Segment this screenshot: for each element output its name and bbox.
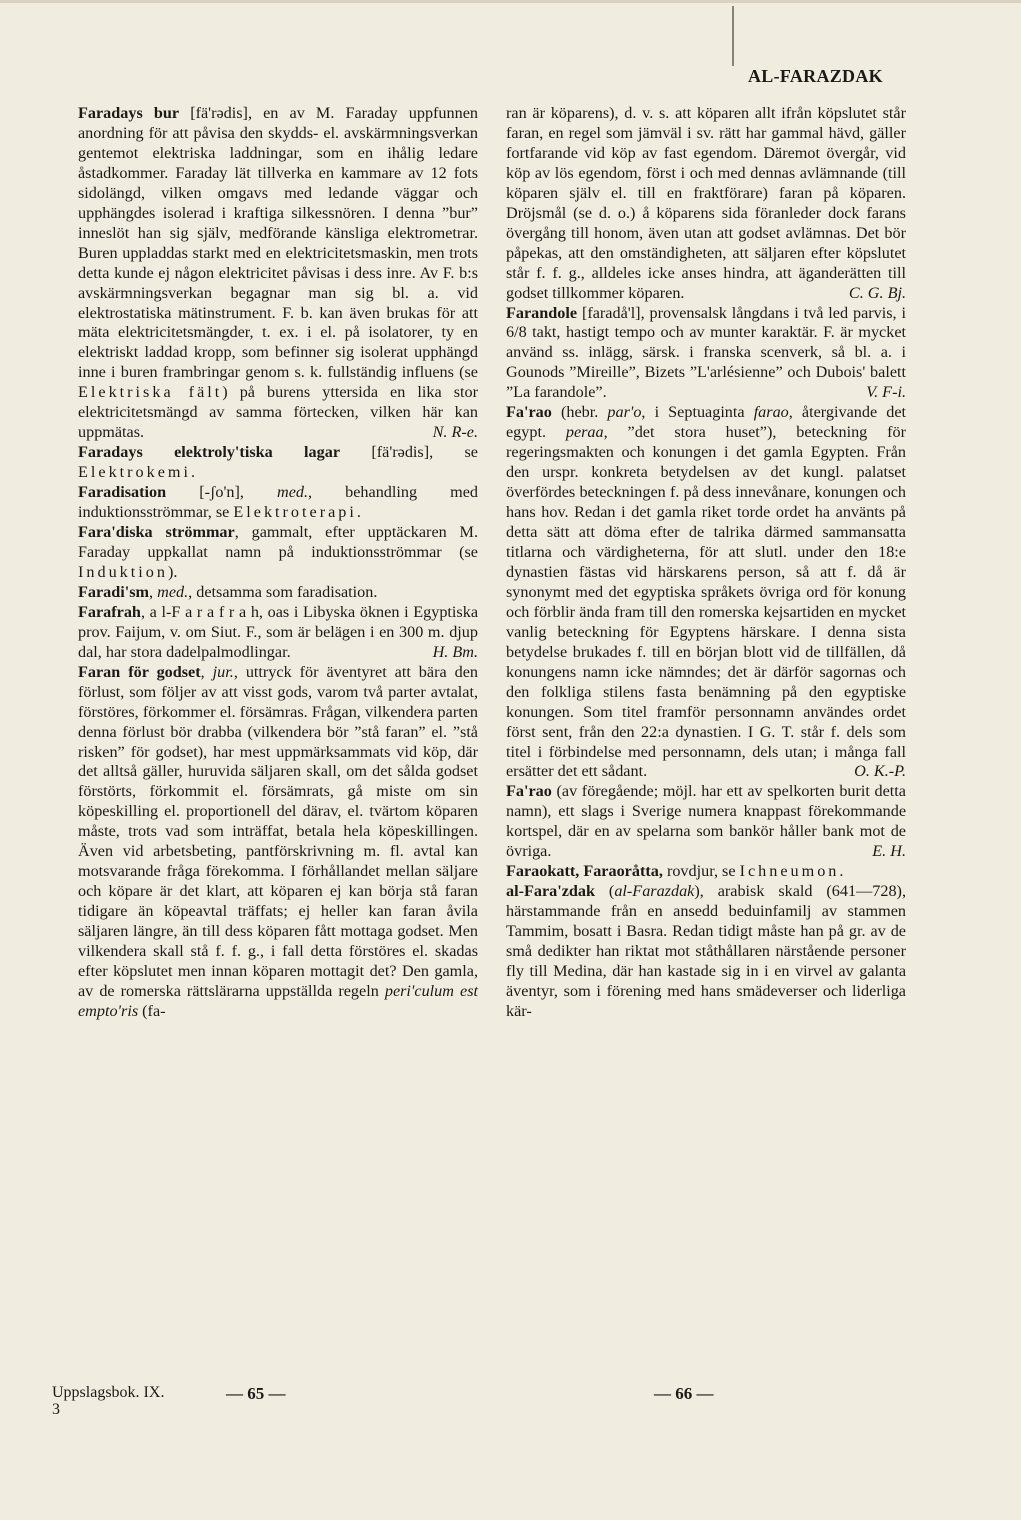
author-signature: O. K.-P. [854,762,906,781]
italic-term: jur. [212,662,234,681]
entry-faradiska-strommar [78,523,478,583]
entry-text: , ”det stora huset”), beteckning för regeringsmakten och konungen i det gamla Egypten. Från den urspr. konkreta betydelsen av det kungl. palatset överfördes beteckningen f. på dess innevånare, konungen och hans hov. Redan i det gamla riket torde ordet ha använts på detta sätt att döma efter de talrika därmed sammansatta titlarna och värdigheterna, för att slutl. under den 18:e dynastien fästas vid härskarens person, så att f. då är synonymt med det egyptiska språkets övriga ord för konung och förblir ända fram till den romerska kejsartiden en mycket vanlig beteckning för Egyptens härskare. I denna sista betydelse brukades f. till en början blott vid de tillfällen, då konungens namn icke nämndes; det är därför sagornas och den folkliga stilens fasta benämning på den egyptiske konungen. Som titel framför personnamn användes ordet först sent, från den 22:a dynastien. I G. T. står f. dels som titel i förbindelse med personnamn, dels utan; i många fall ersätter det ett sådant. [506,423,906,781]
entry-text: ), arabisk skald (641—728), härstammande från en ansedd beduinfamilj av stammen Tammim, bosatt i Basra. Redan tidigt måste han på gr. av de små dedikter han riktat mot ståthållaren närstående personer fly till Medina, där han kastade sig in i en virvel av galanta äventyr, som i förening med hans smädeverser och liderliga kär- [506,882,906,1020]
column-mark [732,6,734,66]
italic-term: med. [277,483,309,502]
entry-text: . [191,463,196,482]
author-signature: V. F-i. [866,383,906,402]
entry-farao [506,403,906,782]
cross-reference: Elektroterapi [233,503,357,522]
headword: Faradays elektroly'tiska lagar [78,443,341,462]
headword: al-Fara'zdak [506,882,596,901]
entry-text: (hebr. [551,403,608,422]
entry-text: , detsamma som faradisation. [188,582,378,601]
book-label: Uppslagsbok. IX. [52,1384,165,1401]
entry-text: (fa- [138,1001,166,1020]
cross-reference: Elektrokemi [78,463,192,482]
italic-term: med. [157,582,189,601]
headword: Faradays bur [78,104,180,122]
entry-text: , a l-F a r a f r a h, oas i Libyska öknen i Egyptiska prov. Faijum, v. om Siut. F., som är belägen i en 300 m. djup dal, har stora dadelpalmodlingar. [78,602,478,661]
entry-faraokatt [506,862,906,882]
italic-term: par'o [607,403,642,422]
entry-text: , gammalt, efter upptäckaren M. Faraday uppkallat namn på induktionsströmmar (se [78,523,478,561]
signature-mark: 3 [52,1401,60,1418]
entry-text: (av föregående; möjl. har ett av spelkorten burit detta namn), ett slags i Sverige numera knappast förekommande kortspel, där en av spelarna som bankör håller bank mot de övriga. [506,782,906,861]
entry-elektrolytiska-lagar [78,443,478,483]
entry-text: , [200,662,213,681]
author-signature: H. Bm. [432,642,478,661]
entry-faradism [78,583,478,603]
headword: Fa'rao [506,782,552,801]
running-head: AL-FARAZDAK [748,66,883,86]
entry-text: ). [167,562,178,581]
entry-al-farazdak [506,882,906,1022]
headword: Farandole [506,303,578,322]
entry-farandole [506,304,906,404]
headword: Faradi'sm [78,582,150,601]
cross-reference: Induktion [78,562,168,581]
entry-text: ) på burens yttersida en lika stor elektricitetsmängd av samma förtecken, vilken här kan uppmätas. [78,383,478,442]
italic-term: farao [753,403,789,422]
entry-text: [-ʃo'n], [166,483,277,502]
author-signature: E. H. [872,842,906,861]
entry-text: , behandling med induktionsströmmar, se [78,483,478,522]
cross-reference: Ichneumon [739,862,840,881]
entry-text: , återgivande det egypt. [506,403,907,442]
right-column [506,104,906,1022]
headword: Faraokatt, Faraoråtta, [506,862,663,881]
entry-farafrah [78,603,478,663]
entry-faradays-bur [78,104,478,443]
entry-text: [fä'rədis], en av M. Faraday uppfunnen anordning för att påvisa den skydds- el. avskärmningsverkan gentemot elektriska laddningar, som en ihålig ledare åstadkommer. Faraday lät tillverka en kammare av 12 fots sidolängd, vilken omgavs med ledande väggar och upphängdes isolerad i kraftiga silkessnören. I denna ”bur” inneslöt han sig själv, medförande känsliga elektrometrar. Buren uppladdas starkt med en elektricitetsmaskin, men trots detta kunde ej någon elektricitet påvisas i dess inre. Av F. b:s avskärmningsverkan begagnar man sig bl. a. vid elektrostatiska mätinstrument. F. b. kan även brukas för att mäta elektricitetsmängder, t. ex. i el. på isolatorer, ty en elektriskt laddad kropp, som befinner sig isolerat upphängd inne i buren frambringar genom s. k. fullständig influens (se [78,104,478,382]
entry-text: . [839,862,844,881]
entry-text: . [356,503,361,522]
page-number-right: — 66 — [654,1384,714,1403]
author-signature: C. G. Bj. [848,283,906,302]
cross-reference: Elektriska fält [78,383,223,402]
entry-text: [fä'rədis], se [340,443,478,462]
footer-book-label [52,1384,164,1418]
page-number-left: — 65 — [226,1384,286,1403]
entry-text: , [149,582,158,601]
entry-text: rovdjur, se [662,862,740,881]
headword: Fa'rao [506,403,552,422]
headword: Farafrah [78,602,141,621]
left-column [78,104,478,1022]
entry-text: ( [595,882,615,901]
entry-text: ran är köparens), d. v. s. att köparen allt ifrån köpslutet står faran, en regel som jämväl i sv. rätt har gammal hävd, gäller fortfarande vid köp av fast egendom. Däremot övergår, vid köp av lös egendom, först i och med dennas avlämnande (till köparen själv el. till en fraktförare) faran på köparen. Dröjsmål (se d. o.) å köparens sida föranleder dock farans övergång till honom, även utan att godset avlämnas. Det bör påpekas, att den omständigheten, att säljaren efter köpslutet står f. f. g., alldeles icke anses hindra, att äganderätten till godset tillkommer köparen. [506,104,906,302]
entry-text: , i Septuaginta [641,403,754,422]
italic-term: al-Farazdak [614,882,695,901]
entry-text: , uttryck för äventyret att bära den förlust, som följer av att visst gods, varom två parter avtalat, förstöres, förkommer el. försämras. Frågan, vilkendera parten denna förlust bör drabba (vilkendera bör ”stå faran” el. ”stå risken” för godset), har mest uppmärksammats vid köp, där det alltså gäller, huruvida säljaren skall, om det sålda godset förstörts, förkommit el. försämrats, gå miste om sin köpeskilling el. proportionell del därav, el. tvärtom köparen måste, trots vad som inträffat, betala hela köpeskillingen. Även vid arbetsbeting, pantförskrivning m. fl. avtal kan motsvarande fråga förekomma. I förhållandet mellan säljare och köpare är det klart, att köparen ej kan börja stå faran tidigare än köpeavtal träffats; ej heller kan faran åvila säljaren längre, än till dess köparen fått mottaga godset. Men vilkendera skall stå f. f. g., i fall detta förstöres el. skadas efter köpslutet men innan köparen mottagit det? Den gamla, av de romerska rättslärarna uppställda regeln [78,662,478,1000]
headword: Faradisation [78,483,167,502]
entry-faradisation [78,483,478,523]
entry-faran-for-godset [78,663,478,1022]
entry-farao-cardgame [506,782,906,862]
latin-maxim: peri'culum est empto'ris [78,981,478,1020]
entry-text: [faradå'l], provensalsk långdans i två led parvis, i 6/8 takt, hastigt tempo och av munter karaktär. F. är mycket använd ss. inlägg, särsk. i franska scenverk, så bl. a. i Gounods ”Mireille”, Bizets ”L'arlésienne” och Dubois' balett ”La farandole”. [506,303,906,402]
italic-term: peraa [565,423,604,442]
headword: Fara'diska strömmar [78,523,235,542]
author-signature: N. R-e. [432,423,478,442]
headword: Faran för godset [78,662,201,681]
entry-continuation [506,104,906,304]
top-edge-rule [0,0,1021,3]
